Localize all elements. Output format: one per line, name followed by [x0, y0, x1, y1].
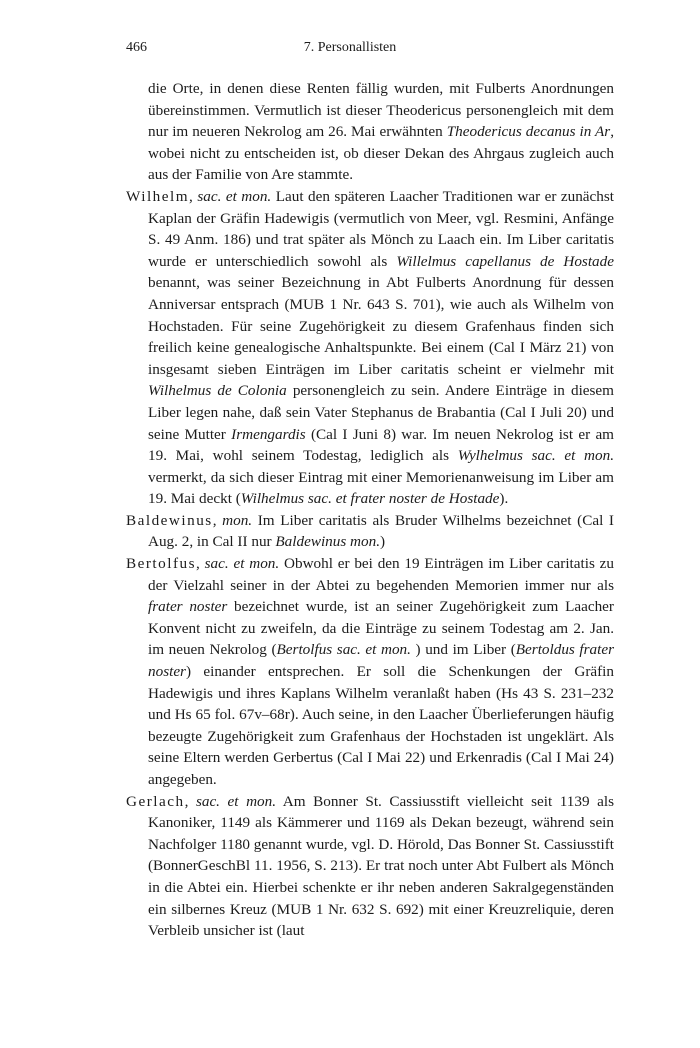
italic-run: Wylhelmus sac. et mon. — [457, 447, 614, 465]
italic-run: Wilhelmus sac. et frater noster de Hostade — [240, 490, 500, 508]
text-run: , wobei nicht zu entscheiden ist, ob dieser Dekan des Ahrgaus zugleich auch aus der Familie von Are stammte. — [148, 123, 614, 184]
text-run: , — [189, 187, 198, 205]
italic-run: Wilhelmus de Colonia — [148, 382, 287, 400]
entry-name: Baldewinus — [126, 511, 213, 529]
entry-title: sac. et mon. — [204, 555, 280, 573]
text-run: Am Bonner St. Cassiusstift vielleicht seit 1139 als Kanoniker, 1149 als Kämmerer und 1169 als Dekan bezeugt, während sein Nachfolger 1180 genannt wurde, vgl. D. Hörold, Das Bonner St. Cassiusstift (BonnerGeschBl 11. 1956, S. 213). Er trat noch unter Abt Fulbert als Mönch in die Abtei ein. Hierbei schenkte er ihr neben anderen Sakralgegenständen ein silbernes Kreuz (MUB 1 Nr. 632 S. 692) mit einer Kreuzreliquie, deren Verbleib unsicher ist (laut — [148, 792, 614, 940]
page-header — [126, 40, 574, 60]
italic-run: frater noster — [148, 598, 228, 616]
text-run: (Cal I Juni 8) war. Im neuen Nekrolog ist er am 19. Mai, wohl seinem Todestag, lediglich als — [148, 425, 614, 465]
italic-run: Willelmus capellanus de Hostade — [396, 252, 614, 270]
running-head: 7. Personallisten — [303, 40, 397, 55]
entry-gerlach — [126, 791, 614, 942]
italic-run: Irmengardis — [231, 425, 306, 443]
page-body — [126, 78, 614, 942]
entry-baldewinus — [126, 510, 614, 553]
entry-title: sac. et mon. — [195, 792, 277, 810]
entry-title: sac. et mon. — [197, 187, 272, 205]
text-run: personengleich zu sein. Andere Einträge in diesem Liber legen nahe, daß sein Vater Stephanus de Brabantia (Cal I Juli 20) und seine Mutter — [148, 382, 614, 443]
entry-name: Gerlach — [126, 792, 185, 810]
text-run: die Orte, in denen diese Renten fällig wurden, mit Fulberts Anordnungen übereinstimmen. Vermutlich ist dieser Theodericus personengleich mit dem nur im neueren Nekrolog am 26. Mai erwähnten — [148, 80, 614, 141]
page-number: 466 — [126, 40, 147, 55]
text-run: vermerkt, da sich dieser Eintrag mit einer Memorienanweisung im Liber am 19. Mai deckt ( — [148, 468, 614, 508]
text-run: ) einander entsprechen. Er soll die Schenkungen der Gräfin Hadewigis und ihres Kaplans Wilhelm veranlaßt haben (Hs 43 S. 231–232 und Hs 65 fol. 67v–68r). Auch seine, in den Laacher Überlieferungen häufig bezeugte Zugehörigkeit zum Grafenhaus der Hochstaden ist ungeklärt. Als seine Eltern werden Gerbertus (Cal I Mai 22) und Erkenradis (Cal I Mai 24) angegeben. — [148, 663, 614, 788]
text-run: Im Liber caritatis als Bruder Wilhelms bezeichnet (Cal I Aug. 2, in Cal II nur — [148, 511, 614, 551]
text-run: , — [212, 511, 223, 529]
text-run: ) — [380, 533, 386, 551]
italic-run: Baldewinus mon. — [275, 533, 381, 551]
text-run: bezeichnet wurde, ist an seiner Zugehörigkeit zum Laacher Konvent nicht zu zweifeln, da die Einträge zu seinem Todestag am 2. Jan. im neuen Nekrolog ( — [148, 598, 614, 659]
text-run: , — [184, 792, 196, 810]
entry-bertolfus — [126, 553, 614, 791]
italic-run: Bertoldus frater noster — [148, 641, 615, 681]
text-run: Laut den späteren Laacher Traditionen war er zunächst Kaplan der Gräfin Hadewigis (vermutlich von Meer, vgl. Resmini, Anfänge S. 49 Anm. 186) und trat später als Mönch zu Laach ein. Im Liber caritatis wurde er unterschiedlich sowohl als — [148, 187, 614, 270]
entry-title: mon. — [222, 511, 253, 529]
text-run: benannt, was seiner Bezeichnung in Abt Fulberts Anordnung für dessen Anniversar entsprach (MUB 1 Nr. 643 S. 701), wie auch als Wilhelm von Hochstaden. Für seine Zugehörigkeit zu diesem Grafenhaus finden sich freilich keine genealogische Anhaltspunkte. Bei einem (Cal I März 21) von insgesamt sieben Einträgen im Liber caritatis scheint er vielmehr mit — [148, 274, 614, 378]
text-run: ). — [499, 490, 509, 508]
text-run: Obwohl er bei den 19 Einträgen im Liber caritatis zu der Vielzahl seiner in der Abtei zu begehenden Memorien immer nur als — [148, 555, 614, 594]
italic-run: Theodericus decanus in Ar — [446, 123, 611, 141]
entry-name: Bertolfus — [126, 555, 197, 573]
continuation-paragraph — [126, 78, 614, 186]
entry-wilhelm — [126, 186, 614, 510]
entry-name: Wilhelm — [126, 187, 190, 205]
text-run: , — [196, 555, 205, 573]
italic-run: Bertolfus sac. et mon. — [276, 641, 411, 659]
text-run: ) und im Liber ( — [410, 641, 516, 659]
